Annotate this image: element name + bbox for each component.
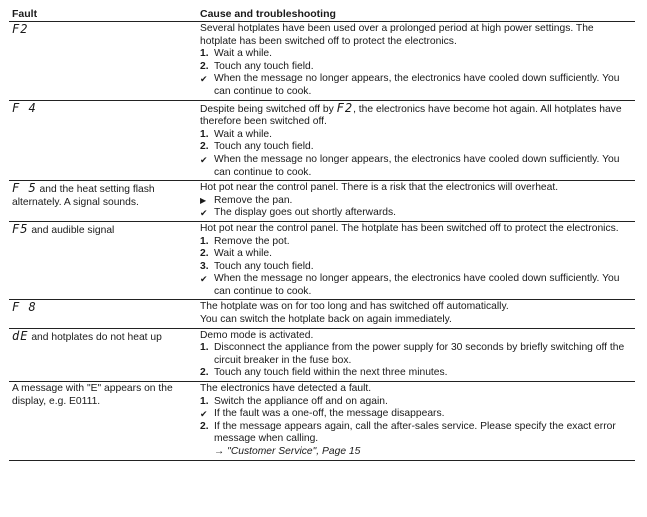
fault-cell [9,181,197,222]
step-number: 1. [200,48,209,60]
troubleshooting-page [9,6,635,461]
customer-service-link[interactable]: → "Customer Service", Page 15 [214,446,361,457]
fault-code: dE [12,328,29,343]
result-item [200,207,632,220]
cause-cell [197,100,635,181]
step-item [200,61,632,74]
result-text: When the message no longer appears, the electronics have cooled down sufficiently. You can continue to cook. [214,273,620,297]
cause-text: Several hotplates have been used over a prolonged period at high power settings. The hotplate has been switched off to protect the electronics. [200,23,594,47]
step-item [200,48,632,61]
cause-cell [197,181,635,222]
cause-text [200,102,632,129]
cause-text: Demo mode is activated. [200,329,314,341]
result-text: When the message no longer appears, the electronics have cooled down sufficiently. You can continue to cook. [214,153,620,178]
step-text: Touch any touch field within the next three minutes. [214,367,448,379]
fault-text: and the heat setting flash alternately. A signal sounds. [12,184,155,208]
inline-fault-code: F2 [336,100,354,115]
step-text: Switch the appliance off and on again. [214,395,388,407]
cause-cell [197,300,635,328]
step-item [200,248,632,261]
fault-code: F 5 [12,181,37,196]
step-item [200,236,632,249]
step-number: 1. [200,342,209,354]
step-number: 2. [200,248,209,260]
cause-text: Hot pot near the control panel. There is a risk that the electronics will overheat. [200,182,559,194]
step-number: 1. [200,395,209,407]
cause-text: The electronics have detected a fault. [200,383,372,395]
cause-cell [197,221,635,300]
result-item [200,408,632,421]
step-text-main: If the message appears again, call the after-sales service. Please specify the exact error message when calling. [214,420,616,445]
step-text: Wait a while. [214,248,272,260]
step-number: 2. [200,141,209,153]
table-row [9,22,635,101]
check-icon: ✔ [200,409,208,420]
fault-code: F5 [12,221,29,236]
step-item [200,396,632,409]
table-header-row [9,6,635,22]
fault-cell [9,221,197,300]
fault-cell [9,300,197,328]
step-item [200,367,632,380]
fault-table [9,6,635,461]
cause-cell [197,382,635,461]
step-number: 1. [200,235,209,247]
cause-text-pre: Despite being switched off by [200,103,337,115]
step-number: 2. [200,420,209,432]
check-icon: ✔ [200,154,208,165]
step-text: Disconnect the appliance from the power supply for 30 seconds by briefly switching off the circuit breaker in the fuse box. [214,342,625,366]
cause-text: You can switch the hotplate back on again immediately. [200,314,452,326]
fault-cell [9,22,197,101]
step-item [200,261,632,274]
table-row [9,300,635,328]
result-text: When the message no longer appears, the electronics have cooled down sufficiently. You can continue to cook. [214,73,620,97]
step-number: 1. [200,128,209,140]
table-row [9,181,635,222]
cause-cell [197,22,635,101]
check-icon: ✔ [200,274,208,285]
action-item [200,195,632,208]
step-item [200,342,632,367]
fault-code: F 4 [12,100,37,115]
step-number: 2. [200,60,209,72]
check-icon: ✔ [200,208,208,219]
check-icon: ✔ [200,74,208,85]
header-fault: Fault [9,6,197,22]
step-text: Touch any touch field. [214,141,314,153]
result-text: The display goes out shortly afterwards. [214,207,397,219]
step-text: Remove the pot. [214,235,290,247]
table-row [9,100,635,181]
step-text [214,421,632,459]
table-row [9,221,635,300]
step-item [200,421,632,459]
step-text: Wait a while. [214,48,272,60]
fault-cell [9,382,197,461]
fault-code: F2 [12,22,29,36]
arrow-right-icon: ▶ [200,195,207,205]
fault-text: and hotplates do not heat up [28,331,162,343]
table-row [9,382,635,461]
result-item [200,73,632,98]
step-text: Touch any touch field. [214,260,314,272]
table-row [9,328,635,381]
cause-text-post: , the electronics have become hot again. All hotplates have therefore been switched off. [200,103,622,128]
cause-cell [197,328,635,381]
step-item [200,141,632,154]
result-item [200,273,632,298]
cause-text: The hotplate was on for too long and has switched off automatically. [200,301,509,313]
header-cause: Cause and troubleshooting [197,6,635,22]
fault-cell [9,328,197,381]
cause-text: Hot pot near the control panel. The hotplate has been switched off to protect the electronics. [200,222,619,234]
action-text: Remove the pan. [214,194,293,206]
result-item [200,154,632,179]
step-item [200,129,632,142]
step-number: 3. [200,260,209,272]
fault-text: A message with "E" appears on the display, e.g. E0111. [12,383,173,407]
step-number: 2. [200,367,209,379]
step-text: Wait a while. [214,128,272,140]
step-text: Touch any touch field. [214,60,314,72]
fault-code: F 8 [12,300,37,315]
result-text: If the fault was a one-off, the message disappears. [214,408,445,420]
fault-cell [9,100,197,181]
fault-text: and audible signal [28,224,115,236]
